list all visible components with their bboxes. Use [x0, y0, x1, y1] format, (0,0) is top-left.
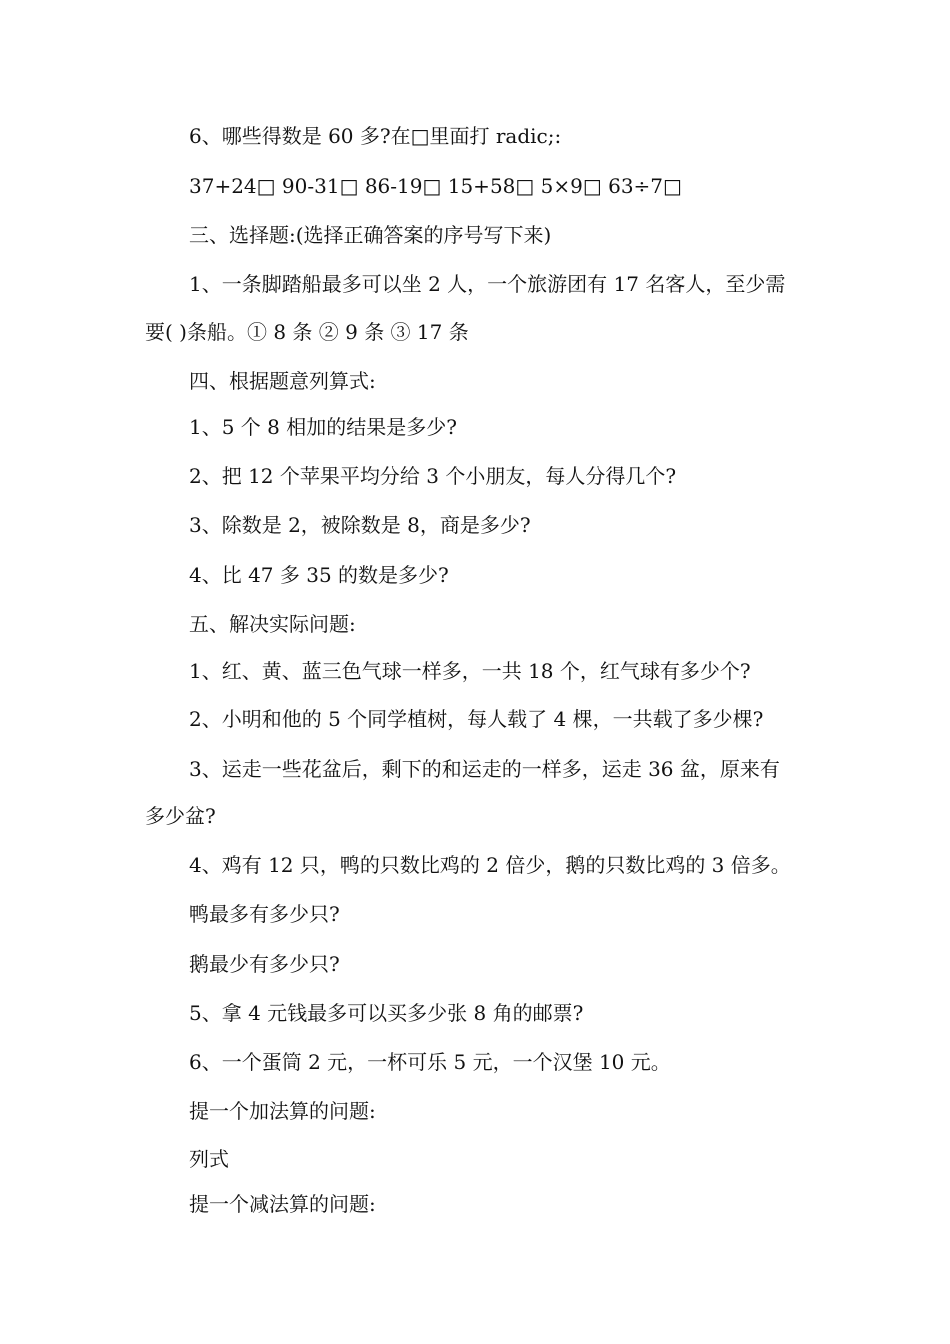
problem-6-subtraction-prompt: 提一个减法算的问题: — [189, 1192, 376, 1216]
section-3-heading: 三、选择题:(选择正确答案的序号写下来) — [189, 223, 552, 247]
problem-5: 5、拿 4 元钱最多可以买多少张 8 角的邮票? — [189, 1001, 584, 1025]
problem-1: 1、红、黄、蓝三色气球一样多，一共 18 个，红气球有多少个? — [189, 659, 751, 683]
equation-2: 2、把 12 个苹果平均分给 3 个小朋友，每人分得几个? — [189, 464, 677, 488]
problem-3-line-2: 多少盆? — [145, 804, 216, 828]
problem-6: 6、一个蛋筒 2 元，一杯可乐 5 元，一个汉堡 10 元。 — [189, 1050, 671, 1074]
question-6-line: 6、哪些得数是 60 多?在□里面打 radic;: — [189, 124, 562, 148]
equation-1: 1、5 个 8 相加的结果是多少? — [189, 415, 457, 439]
problem-3-line-1: 3、运走一些花盆后，剩下的和运走的一样多，运走 36 盆，原来有 — [189, 757, 780, 781]
equation-3: 3、除数是 2，被除数是 8，商是多少? — [189, 513, 531, 537]
problem-2: 2、小明和他的 5 个同学植树，每人载了 4 棵，一共载了多少棵? — [189, 707, 764, 731]
problem-6-addition-prompt: 提一个加法算的问题: — [189, 1099, 376, 1123]
choice-1-line-2: 要( )条船。① 8 条 ② 9 条 ③ 17 条 — [145, 320, 469, 344]
section-4-heading: 四、根据题意列算式: — [189, 369, 376, 393]
section-5-heading: 五、解决实际问题: — [189, 612, 356, 636]
equation-4: 4、比 47 多 35 的数是多少? — [189, 563, 449, 587]
problem-6-equation-label: 列式 — [189, 1147, 229, 1171]
problem-4-goose: 鹅最少有多少只? — [189, 952, 340, 976]
problem-4-duck: 鸭最多有多少只? — [189, 902, 340, 926]
expressions-line: 37+24□ 90-31□ 86-19□ 15+58□ 5×9□ 63÷7□ — [189, 174, 682, 198]
choice-1-line-1: 1、一条脚踏船最多可以坐 2 人，一个旅游团有 17 名客人，至少需 — [189, 272, 786, 296]
problem-4: 4、鸡有 12 只，鸭的只数比鸡的 2 倍少，鹅的只数比鸡的 3 倍多。 — [189, 853, 791, 877]
